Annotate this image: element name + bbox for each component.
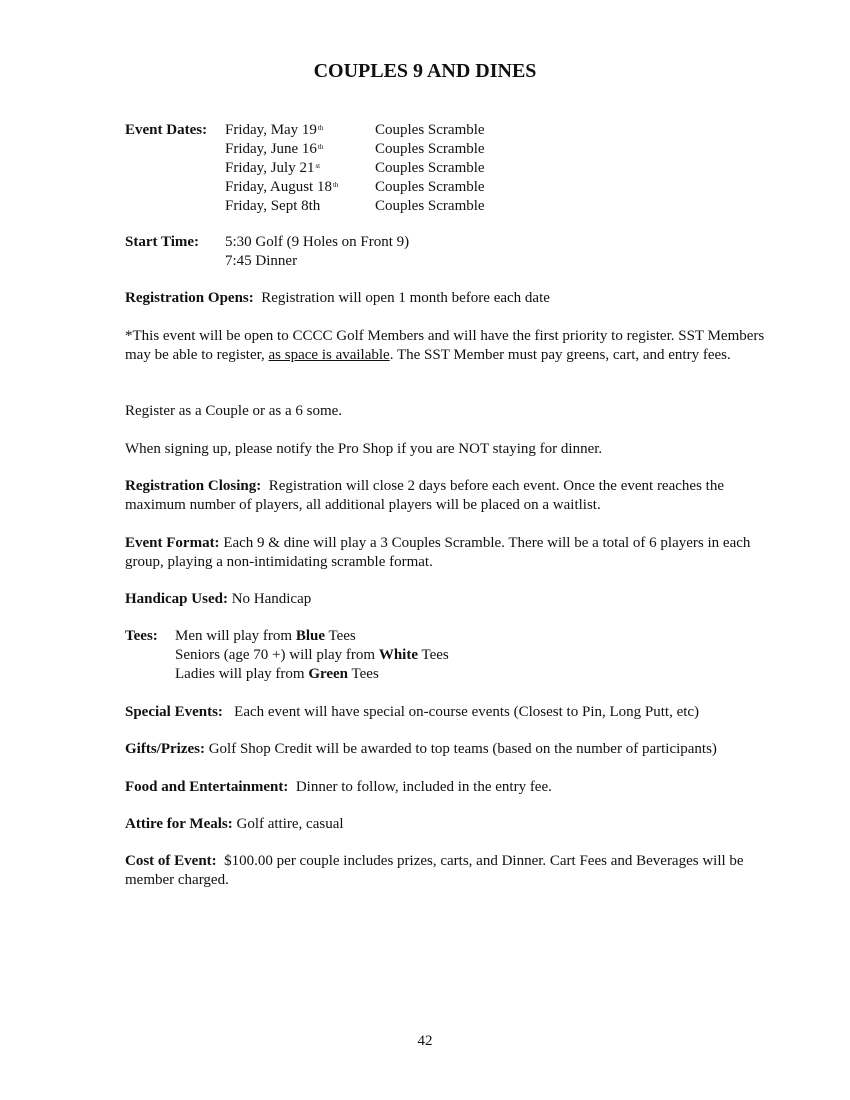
registration-closing-label: Registration Closing: (125, 478, 262, 494)
space-available-text: as space is available (268, 347, 390, 363)
tee-line: Men will play from Blue Tees (175, 628, 356, 644)
event-type: Couples Scramble (375, 160, 485, 176)
registration-closing-section: Registration Closing: Registration will close 2 days before each event. Once the event reaches the maximum number of players, all additional players will be placed on a waitlist. (125, 478, 724, 513)
start-time-line: 5:30 Golf (9 Holes on Front 9) (225, 234, 410, 250)
page-number: 42 (417, 1033, 433, 1049)
event-dates-label: Event Dates: (125, 122, 208, 138)
tee-line: Ladies will play from Green Tees (175, 666, 379, 682)
registration-opens-text: Registration will open 1 month before each date (261, 290, 550, 306)
registration-opens-label: Registration Opens: (125, 290, 254, 306)
dinner-note: When signing up, please notify the Pro Shop if you are NOT staying for dinner. (125, 441, 603, 457)
register-note: Register as a Couple or as a 6 some. (125, 403, 343, 419)
event-format-section: Event Format: Each 9 & dine will play a 3 Couples Scramble. There will be a total of 6 players in each group, playing a non-intimidating scramble format. (125, 535, 751, 570)
special-events-section: Special Events: Each event will have special on-course events (Closest to Pin, Long Putt, etc) (125, 704, 700, 720)
event-date: Friday, Sept 8th (225, 198, 321, 214)
event-format-label: Event Format: (125, 535, 220, 551)
food-section: Food and Entertainment: Dinner to follow, included in the entry fee. (125, 779, 552, 795)
start-time-line: 7:45 Dinner (225, 253, 298, 269)
cost-section: Cost of Event: $100.00 per couple includes prizes, carts, and Dinner. Cart Fees and Beverages will be member charged. (125, 853, 744, 888)
attire-section: Attire for Meals: Golf attire, casual (125, 816, 344, 832)
page-title: COUPLES 9 AND DINES (313, 60, 537, 82)
event-types-list (375, 121, 485, 216)
special-events-label: Special Events: (125, 704, 223, 720)
tee-line: Seniors (age 70 +) will play from White Tees (175, 647, 449, 663)
registration-opens-section (125, 289, 780, 308)
event-type: Couples Scramble (375, 179, 485, 195)
attire-label: Attire for Meals: (125, 816, 233, 832)
handicap-label: Handicap Used: (125, 591, 228, 607)
gifts-label: Gifts/Prizes: (125, 741, 205, 757)
handicap-section: Handicap Used: No Handicap (125, 591, 312, 607)
start-time-label: Start Time: (125, 234, 200, 250)
event-date: Friday, August 18th (225, 179, 339, 195)
event-type: Couples Scramble (375, 141, 485, 157)
event-date: Friday, June 16th (225, 141, 324, 157)
food-label: Food and Entertainment: (125, 779, 289, 795)
start-time-list (225, 233, 409, 271)
tees-label: Tees: (125, 628, 158, 644)
event-type: Couples Scramble (375, 122, 485, 138)
cost-label: Cost of Event: (125, 853, 217, 869)
event-type: Couples Scramble (375, 198, 485, 214)
gifts-section: Gifts/Prizes: Golf Shop Credit will be awarded to top teams (based on the number of participants) (125, 741, 717, 757)
priority-note: *This event will be open to CCCC Golf Members and will have the first priority to register. SST Members may be able to register, as space is available. The SST Member must pay greens, cart, and entry fees. (125, 328, 765, 363)
event-date: Friday, May 19th (225, 122, 324, 138)
event-dates-list (225, 121, 338, 216)
event-date: Friday, July 21st (225, 160, 321, 176)
